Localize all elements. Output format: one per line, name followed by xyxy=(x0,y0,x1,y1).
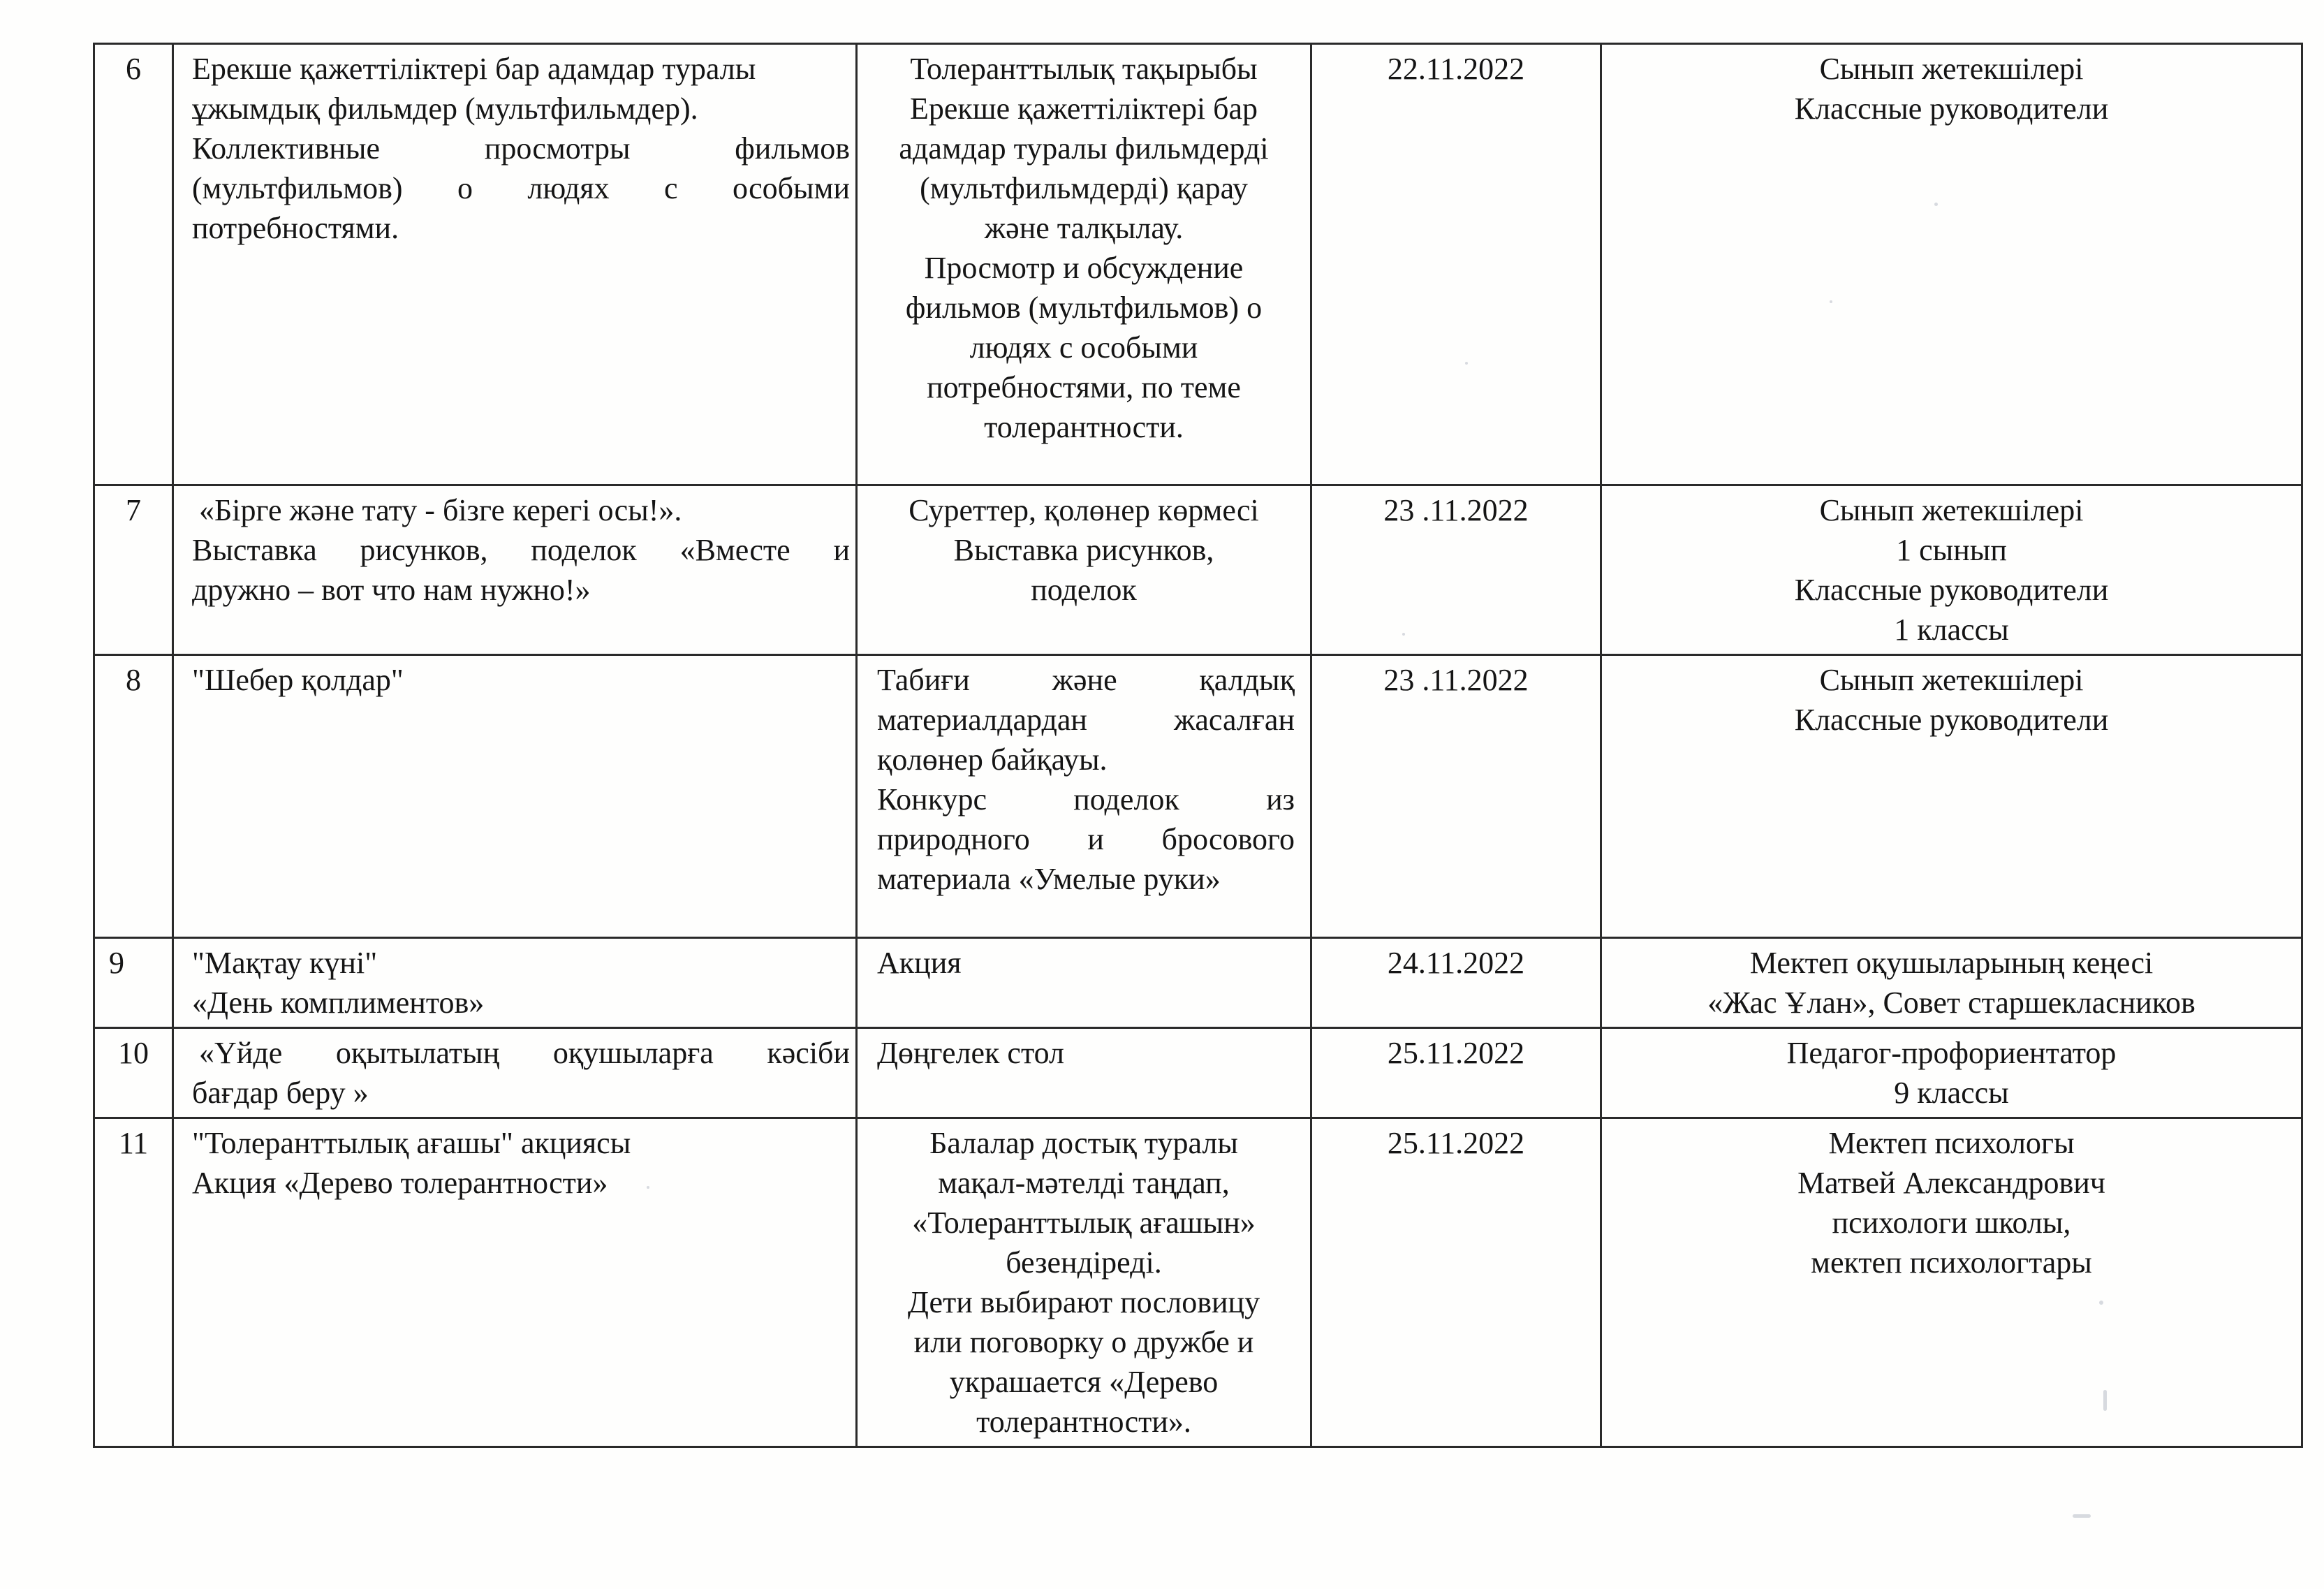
responsible-line: Матвей Александрович xyxy=(1797,1166,2105,1200)
responsible-cell xyxy=(1601,938,2302,1028)
scan-speck xyxy=(2103,1390,2107,1411)
responsible-line: 9 классы xyxy=(1894,1076,2009,1110)
event-form-line: поделок xyxy=(1031,573,1137,607)
table-row xyxy=(94,655,2302,938)
event-date: 22.11.2022 xyxy=(1387,52,1525,86)
event-date-cell xyxy=(1311,1028,1601,1118)
event-form-line: қолөнер байқауы. xyxy=(877,742,1108,777)
row-number: 8 xyxy=(94,655,173,938)
row-number: 9 xyxy=(94,938,173,1028)
row-number: 7 xyxy=(94,485,173,655)
scan-speck xyxy=(1402,633,1405,636)
event-date-cell xyxy=(1311,655,1601,938)
table-row xyxy=(94,1118,2302,1447)
event-form-cell xyxy=(857,485,1311,655)
event-name-line: «Бірге және тату - бізге керегі осы!». xyxy=(199,493,682,527)
event-date: 25.11.2022 xyxy=(1387,1126,1525,1160)
event-date-cell xyxy=(1311,938,1601,1028)
event-name-line: «День комплиментов» xyxy=(192,986,485,1020)
event-name-cell xyxy=(173,1028,857,1118)
event-form-line: Выставка рисунков, xyxy=(953,533,1214,567)
responsible-line: Сынып жетекшілері xyxy=(1819,493,2084,527)
event-form-line: Табиғи жәнe қалдық xyxy=(877,663,1295,697)
event-form-cell xyxy=(857,1118,1311,1447)
event-name-line: "Мақтау күні" xyxy=(192,946,378,980)
event-form-cell xyxy=(857,655,1311,938)
event-name-line: "Шебер қолдар" xyxy=(192,663,404,697)
event-form-line: (мультфильмдерді) қарау xyxy=(920,171,1248,205)
event-form-line: природного и бросового xyxy=(877,822,1295,856)
event-form-cell xyxy=(857,44,1311,485)
event-date: 25.11.2022 xyxy=(1387,1036,1525,1070)
event-form-line: Дети выбирают пословицу xyxy=(907,1285,1260,1319)
event-name-cell xyxy=(173,485,857,655)
responsible-line: Классные руководители xyxy=(1794,703,2109,737)
responsible-line: «Жас Ұлан», Совет старшекласников xyxy=(1707,986,2196,1020)
event-form-line: Дөңгелек стол xyxy=(877,1036,1064,1070)
event-form-line: мақал-мәтелді таңдап, xyxy=(938,1166,1230,1200)
event-name-line: "Толеранттылық ағашы" акциясы xyxy=(192,1126,631,1160)
event-form-line: людях с особыми xyxy=(969,330,1198,365)
event-form-line: Балалар достық туралы xyxy=(929,1126,1238,1160)
event-name-cell xyxy=(173,1118,857,1447)
event-form-line: және талқылау. xyxy=(984,211,1184,245)
event-form-line: толерантности. xyxy=(984,410,1184,444)
event-name-line: потребностями. xyxy=(192,211,399,245)
event-name-line: «Үйде оқытылатың оқушыларға кәсіби xyxy=(199,1036,850,1070)
responsible-cell xyxy=(1601,1028,2302,1118)
event-date-cell xyxy=(1311,44,1601,485)
event-name-cell xyxy=(173,44,857,485)
responsible-line: Классные руководители xyxy=(1794,91,2109,126)
events-table xyxy=(93,43,2303,1448)
event-form-line: Толеранттылық тақырыбы xyxy=(910,52,1258,86)
event-date: 24.11.2022 xyxy=(1387,946,1525,980)
event-name-line: (мультфильмов) о людях с особыми xyxy=(192,171,850,205)
responsible-cell xyxy=(1601,485,2302,655)
event-form-cell xyxy=(857,938,1311,1028)
row-number: 11 xyxy=(94,1118,173,1447)
event-date: 23 .11.2022 xyxy=(1383,663,1529,697)
table-row xyxy=(94,1028,2302,1118)
table-row xyxy=(94,938,2302,1028)
event-form-line: материалдардан жасалған xyxy=(877,703,1295,737)
row-number: 10 xyxy=(94,1028,173,1118)
responsible-line: Классные руководители xyxy=(1794,573,2109,607)
event-name-line: ұжымдық фильмдер (мультфильмдер). xyxy=(192,91,698,126)
responsible-line: Сынып жетекшілері xyxy=(1819,52,2084,86)
event-form-line: Ерекше қажеттіліктері бар xyxy=(909,91,1258,126)
scan-speck xyxy=(2099,1301,2103,1305)
event-name-line: бағдар беру » xyxy=(192,1076,369,1110)
event-form-line: Конкурс поделок из xyxy=(877,782,1295,817)
responsible-line: Педагог-профориентатор xyxy=(1786,1036,2117,1070)
event-form-line: потребностями, по теме xyxy=(927,370,1241,404)
event-form-line: толерантности». xyxy=(976,1405,1191,1439)
event-name-line: Коллективные просмотры фильмов xyxy=(192,131,850,166)
event-name-line: дружно – вот что нам нужно!» xyxy=(192,573,591,607)
event-form-line: или поговорку о дружбе и xyxy=(913,1325,1254,1359)
event-form-line: фильмов (мультфильмов) о xyxy=(905,291,1263,325)
scan-speck xyxy=(2073,1514,2091,1518)
event-form-line: безендіреді. xyxy=(1006,1245,1162,1280)
event-date: 23 .11.2022 xyxy=(1383,493,1529,527)
event-name-cell xyxy=(173,938,857,1028)
event-form-line: адамдар туралы фильмдерді xyxy=(899,131,1269,166)
event-form-line: Суреттер, қолөнер көрмесі xyxy=(909,493,1259,527)
responsible-cell xyxy=(1601,44,2302,485)
scan-speck xyxy=(1830,300,1832,303)
event-form-line: «Толеранттылық ағашын» xyxy=(912,1206,1256,1240)
table-row xyxy=(94,485,2302,655)
responsible-cell xyxy=(1601,655,2302,938)
responsible-line: Сынып жетекшілері xyxy=(1819,663,2084,697)
event-name-cell xyxy=(173,655,857,938)
scan-speck xyxy=(1465,362,1468,365)
scan-speck xyxy=(647,1186,649,1189)
responsible-cell xyxy=(1601,1118,2302,1447)
event-form-line: Акция xyxy=(877,946,962,980)
responsible-line: психологи школы, xyxy=(1832,1206,2071,1240)
responsible-line: 1 сынып xyxy=(1896,533,2007,567)
responsible-line: Мектеп оқушыларының кеңесі xyxy=(1749,946,2154,980)
event-name-line: Выставка рисунков, поделок «Вместе и xyxy=(192,533,850,567)
responsible-line: мектеп психологтары xyxy=(1811,1245,2092,1280)
event-date-cell xyxy=(1311,485,1601,655)
responsible-line: 1 классы xyxy=(1894,613,2009,647)
event-form-line: Просмотр и обсуждение xyxy=(924,251,1244,285)
table-row xyxy=(94,44,2302,485)
event-name-line: Акция «Дерево толерантности» xyxy=(192,1166,608,1200)
event-name-line: Ерекше қажеттіліктері бар адамдар туралы xyxy=(192,52,756,86)
event-form-line: украшается «Дерево xyxy=(949,1365,1219,1399)
row-number: 6 xyxy=(94,44,173,485)
event-date-cell xyxy=(1311,1118,1601,1447)
scan-speck xyxy=(1934,203,1938,206)
event-form-line: материала «Умелые руки» xyxy=(877,862,1221,896)
responsible-line: Мектеп психологы xyxy=(1828,1126,2075,1160)
event-form-cell xyxy=(857,1028,1311,1118)
